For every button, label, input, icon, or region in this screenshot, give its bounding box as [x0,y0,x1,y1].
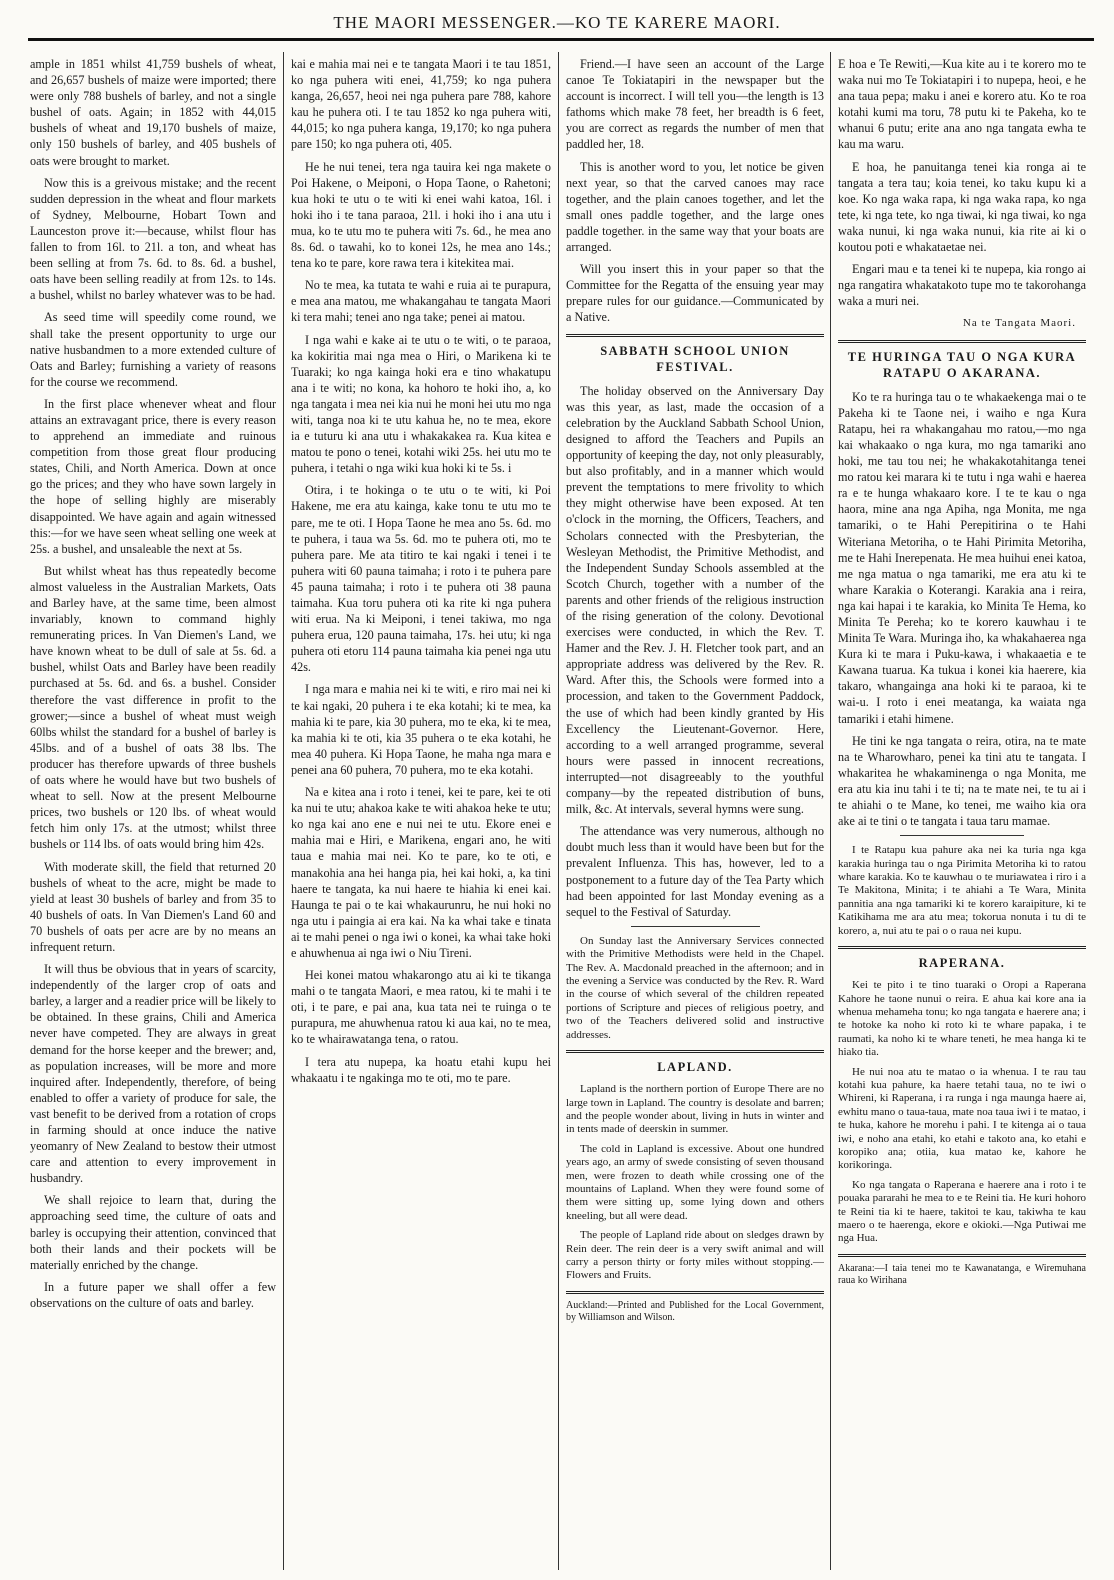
column-rule [830,52,831,1570]
paragraph: No te mea, ka tutata te wahi e ruia ai te purapura, e mea ana matou, me whakangahau te tangata Maori ki tera mahi; tenei ano nga take; penei ai matou. [291,278,551,325]
column-4 [838,56,1086,1572]
paragraph: The people of Lapland ride about on sledges drawn by Rein deer. The rein deer is a very swift animal and will carry a person thirty or forty miles without stopping.—Flowers and Fruits. [566,1229,824,1282]
paragraph: But whilst wheat has thus repeatedly become almost valueless in the Australian Markets, Oats and Barley have, at the same time, been almost invariably, known to command highly remunerating prices. In Van Diemen's Land, we have known wheat to be dull of sale at 5s. 6d. a bushel, whilst Oats and Barley have been readily purchased at 5s. 6d. and 6s. a bushel. Consider therefore the vast difference in profit to the grower;—since a bushel of wheat must weigh 60lbs whilst the standard for a bushel of barley is 45lbs. and of a bushel of oats 38 lbs. The producer has therefore upwards of three bushels of oats where he would have but two bushels of wheat to sell. Now at the present Melbourne prices, two bushels or 120 lbs. of wheat would fetch him only 17s. at the utmost; whilst three bushels or 114 lbs. of oats would bring him 42s. [30,563,276,852]
paragraph: He he nui tenei, tera nga tauira kei nga makete o Poi Hakene, o Meiponi, o Hopa Taone, o Rahetoni; kua hoki te utu o te witi ki enei wahi katoa, 16l. i hoki iho i te tana paraoa, 21l. i hoki iho i ana utu i mua, ko te utu mo te puhera witi 7s. 6d., he mea ano 8s. 6d. o tawahi, ko to konei 12s, he mea ano 14s.; tena ko te pare, kore rawa tera i kitekitea mai. [291,159,551,271]
paragraph: On Sunday last the Anniversary Services connected with the Primitive Methodists were held in the Chapel. The Rev. A. Macdonald preached in the afternoon; and in the evening a Service was conducted by the Rev. R. Ward in the course of which several of the children repeated portions of Scripture and pieces of religious poetry, and two of the Teachers delivered solid and instructive addresses. [566,934,824,1041]
paragraph: Ko te ra huringa tau o te whakaekenga mai o te Pakeha ki te Taone nei, i waiho e nga Kura Ratapu, hei ra whakangahau mo ratou,—mo nga kai whakaako o nga kura, mo nga tamariki ano hoki, me tau tou nei; he whakakotahitanga tenei mo ratou kei marara ki te tutu i nga wahi e haerea ra e te hunga whakaaro kore. I te te kau o nga haora, mine ana nga Apiha, nga Monita, me nga tamariki, o te Hahi Perepitirina o te Hahi Witeriana Metoriha, o te Hahi Pirimita Metoriha, me te Hahi Inerepenata. He mea huihui enei katoa, me nga matua o nga tamariki, me era atu ki te whare Karakia o Koterangi. Karakia ana i reira, nga kai hapai i te karakia, ko Minita Te Hema, ko Minita Te Pereha; ko te korero kauwhau i te Minita Te Wara. Muringa iho, ka whakahaerea nga Kura ki te mara i Puku-kawa, i whakaaetia e te Kawana tuarua. Ka tukua i konei kia haerere, kia takaro, whangainga ana hoki ki te paraoa, ki te wai-u. I roto i enei meatanga, ka waiata nga tamariki i etahi himene. [838,389,1086,726]
section-heading: TE HURINGA TAU O NGA KURA RATAPU O AKARANA. [847,349,1077,380]
column-1-english-article [30,56,276,1572]
paragraph: The holiday observed on the Anniversary Day was this year, as last, made the occasion of a celebration by the Auckland Sabbath School Union, designed to afford the Teachers and Pupils an opportunity of keeping the day, not only pleasurably, but also profitably, and in a manner which would prevent the temptations to mere frivolity to which they might otherwise have been exposed. At ten o'clock in the morning, the Officers, Teachers, and Scholars connected with the Presbyterian, the Wesleyan Methodist, the Primitive Methodist, and the Independent Sunday Schools assembled at the Scotch Church, together with a number of the parents and other friends of the religious instruction of the rising generation of the colony. Devotional exercises were conducted, in which the Rev. T. Hamer and the Rev. J. H. Fletcher took part, and an appropriate address was delivered by the Rev. R. Ward. After this, the Schools were formed into a procession, and taken to the Government Paddock, the use of which had been kindly granted by His Excellency the Lieutenant-Governor. Here, according to a well arranged programme, several hours were passed in innocent recreations, interrupted—not disagreeably to the youthful company—by the repeated distribution of buns, milk, &c. At intervals, several hymns were sung. [566,383,824,817]
paragraph: In a future paper we shall offer a few observations on the culture of oats and barley. [30,1279,276,1310]
paragraph: We shall rejoice to learn that, during the approaching seed time, the culture of oats and barley is occupying their attention, convinced that both their lands and their pockets will be materially enriched by the change. [30,1193,276,1272]
paragraph: Ko nga tangata o Raperana e haerere ana i roto i te pouaka pararahi he mea to e te Reini tia. He kuri hohoro te Reini tia ki te haere, takitoi te kau, takiwha te kau maero o te haerenga, ekore e okioki.—Nga Putiwai me nga Hua. [838,1178,1086,1245]
imprint: Auckland:—Printed and Published for the Local Government, by Williamson and Wilson. [566,1299,824,1323]
paragraph: ample in 1851 whilst 41,759 bushels of wheat, and 26,657 bushels of maize were imported; there were only 788 bushels of barley, and not a single bushel of oats. Again; in 1852 with 44,015 bushels of wheat and 19,170 bushels of maize, only 150 bushels of barley, and 405 bushels of oats were brought to market. [30,57,276,168]
paragraph: In the first place whenever wheat and flour attains an extravagant price, there is every reason to apprehend an immediate and ruinous competition from those great flour producing states, Chili, and North America. Down at once go the prices; and they who have sown largely in the hope of selling highly are miserably disappointed. We have again and again witnessed this:—for we have seen wheat selling one week at 25s. a bushel, and unsaleable the next at 5s. [30,396,276,556]
imprint: Akarana:—I taia tenei mo te Kawanatanga, e Wiremuhana raua ko Wirihana [838,1262,1086,1286]
section-heading: LAPLAND. [657,1060,733,1075]
letter-paragraph: Engari mau e ta tenei ki te nupepa, kia rongo ai nga rangatira whakatakoto tupe mo te takorohanga waka a muri nei. [838,262,1086,309]
divider [900,835,1024,836]
paragraph: He nui noa atu te matao o ia whenua. I te rau tau kotahi kua pahure, ka haere tetahi taua, no te iwi o Whireni, ki Raperana, i ra runga i nga maunga haere ai, ewhitu mano o taua-taua, mate noa taua iwi i te matao, i te huka, kahore he morehu i pahi. I te kitenga ai o taua iwi, e noho ana etahi, ko etahi e takoto ana, ko etahi e koropiko ana; otiia, kua matao ke, kahore he korikoringa. [838,1065,1086,1172]
section-heading: RAPERANA. [918,956,1006,971]
section-divider [566,1291,824,1294]
paragraph: I nga wahi e kake ai te utu o te witi, o te paraoa, ka kokiritia mai nga mea o Hiri, o Marikena ki te Tuaraki; ko nga kainga hoki era e tino whakatupu ana i te witi; no kona, ka hohoro te hoki iho, a, ko nga tangata i mea nei kia nui he moni hei utu mo nga witi, tanga noa ki te utu kahua he, no te mea, ekore ia e tuturu ki ana utu i whakakakea ra. Kua kitea e matou te pono o tenei, kotahi wiki 25s. hei utu mo te puhera, i tetahi o nga wiki kua hoki ki te 5s. i [291,332,551,476]
paragraph: Kei te pito i te tino tuaraki o Oropi a Raperana Kahore he taone nunui o reira. E ahua kai kore ana ia whenua mehameha tonu; ko nga tangata e haerere ana; i te hotoke ka noho ki roto ki te whare papaka, i te raumati, ka noho ki te whare teneti, he mea hanga ki te hiako tia. [838,979,1086,1059]
masthead-rule [28,38,1094,41]
paragraph: As seed time will speedily come round, we shall take the present opportunity to urge our native husbandmen to a more extended culture of Oats and Barley; furnishing a variety of reasons for the course we recommend. [30,310,276,389]
column-rule [558,52,559,1570]
paragraph: Na e kitea ana i roto i tenei, kei te pare, kei te oti ka nui te utu; ahakoa kake te witi ahakoa heke te utu; ko nga kai ano ene e nui nei te utu. Ekore enei e mahia mai e Hiri, e Marikena, engari ano, he witi taua e mahia mai nei. Ko te pare, ko te oti, e manakohia ana hei hanga pia, hei kai hoki, a, ka tini haere te tangata, ka nui haere te hiahia ki enei kai. Haunga te pai o te kai whakaurunru, he nui hoki no nga utu i paingia ai era kai. Na ka whai take e tinata ai te mahi penei o nga iwi o konei, ka whai take hoki e ahuwhenua ai nga iwi o Niu Tireni. [291,785,551,960]
paragraph: I te Ratapu kua pahure aka nei ka turia nga kga karakia huringa tau o nga Pirimita Metoriha ki to ratou whare karakia. Ko te kauwhau o te muriawatea i riro i a Te Makitona, Minita; i te ahiahi a Te Wara, Minita pannitia ana nga tamariki ki te korero karaipiture, ki te Katikihama me ara atu mea; tokorua nonuta i tu di te korero, a, nui atu te pai o o raua nei kupu. [838,844,1086,937]
letter-paragraph: Will you insert this in your paper so that the Committee for the Regatta of the ensuing year may prepare rules for our guidance.—Communicated by a Native. [566,262,824,325]
letter-paragraph: Friend.—I have seen an account of the Large canoe Te Tokiatapiri in the newspaper but the account is incorrect. I will tell you—the length is 13 fathoms which make 78 feet, her breadth is 6 feet, you are correct as regards the number of men that paddled her, 18. [566,57,824,152]
section-divider [838,1254,1086,1257]
column-2-maori-article [291,56,551,1572]
section-divider [838,946,1086,949]
section-divider [566,334,824,337]
paragraph: With moderate skill, the field that returned 20 bushels of wheat to the acre, might be made to yield at least 30 bushels of barley and from 35 to 40 bushels of oats. In Van Diemen's Land 60 and 70 bushels of oats per acre are by no means an infrequent return. [30,859,276,954]
masthead: THE MAORI MESSENGER.—KO TE KARERE MAORI. [333,13,781,32]
column-rule [283,52,284,1570]
section-heading: SABBATH SCHOOL UNION FESTIVAL. [600,343,790,374]
paragraph: The cold in Lapland is excessive. About one hundred years ago, an army of swede consisting of seven thousand men, were frozen to death while crossing one of the mountains of Lapland. When they were found some of them were sitting up, some lying down and others kneeling, but all were dead. [566,1142,824,1222]
paragraph: The attendance was very numerous, although no doubt much less than it would have been but for the prevalent Influenza. This has, however, led to a postponement to a future day of the Tea Party which had been appointed for last Monday evening as a sequel to the Festival of Saturday. [566,824,824,919]
column-3 [566,56,824,1572]
paragraph: Lapland is the northern portion of Europe There are no large town in Lapland. The country is desolate and barren; and the people wonder about, living in huts in winter and in tents made of deerskin in summer. [566,1083,824,1136]
letter-paragraph: This is another word to you, let notice be given next year, so that the carved canoes may race together, and the plain canoes together, and let the small ones paddle together, and the large ones paddle together. in the same way that your boats are arranged. [566,159,824,255]
paragraph: kai e mahia mai nei e te tangata Maori i te tau 1851, ko nga puhera witi enei, 41,759; ko nga puhera kanga, 26,657, heoi nei nga puhera pare 788, kahore kau he puhera oti. I te tau 1852 ko nga puhera witi, 44,015; ko nga puhera kanga, 19,170; ko nga puhera pare 150; ko nga puhera oti, 405. [291,57,551,152]
letter-paragraph: E hoa, he panuitanga tenei kia ronga ai te tangata a tera tau; koia tenei, ko taku kupu ki a koe. Ko nga waka rapa, ki nga waka rapa, ko nga tete, ki nga tete, ko nga tiwai, ki nga tiwai, ko nga waka nunui, ki nga waka nunui, kia rite ai ki o koutou poti e whakataetae nei. [838,159,1086,255]
letter-paragraph: E hoa e Te Rewiti,—Kua kite au i te korero mo te waka nui mo Te Tokiatapiri i to nupepa, heoi, e he ana taua pepa; maku i anei e korero atu. Ko te roa kotahi kumi ma toru, 78 putu ki te Pakeha, ko te whanui 6 putu; erite ana ano nga tangata ewha te kau ma waru. [838,57,1086,152]
paragraph: Otira, i te hokinga o te utu o te witi, ki Poi Hakene, me era atu kainga, kake tonu te utu mo te pare, me te oti. I Hopa Taone he mea ano 5s. 6d. mo te puhera, i taua wa 5s. 6d. mo te puhera oti, mo te puhera pare. Me ata titiro te kai ngaki i tenei i te puhera witi 60 pauna taimaha; i roto i te puhera pare 45 pauna taimaha; i roto i te puhera oti 38 pauna taimaha. Kua toru puhera oti ka rite ki nga puhera witi erua. Na ki Meiponi, i tenei takiwa, mo nga puhera erua, 120 pauna taimaha, 17s. hei utu; ki nga puhera oti etoru 114 pauna taimaha kia penei nga utu 42s. [291,483,551,675]
paragraph: Now this is a greivous mistake; and the recent sudden depression in the wheat and flour markets of Sydney, Melbourne, Hobart Town and Launceston prove it:—because, whilst flour has fallen to from 16l. to 21l. a ton, and wheat has been selling at from 7s. 6d. to 8s. 6d. a bushel, oats have been selling readily at from 12s. to 14s. a bushel, whilst no barley whatever was to be had. [30,175,276,303]
paragraph: I nga mara e mahia nei ki te witi, e riro mai nei ki te kai ngaki, 20 puhera i te eka kotahi; ki te mea, ka mahia ki te pare, kia 30 puhera, mo te eka, ki te mea, ka mahia ki te oti, kia 35 puhera o te eka kotahi, he mea 40 puhera. Ki Hopa Taone, he maha nga mara e penei ana 60 puhera, 70 puhera, mo te eka kotahi. [291,682,551,777]
divider [631,926,760,927]
paragraph: It will thus be obvious that in years of scarcity, independently of the larger crop of oats and barley, a larger and a readier price will be likely to be obtained. In these grains, Chili and America never have competed. They are always in great demand for the horse keeper and the brewer; and, as population increases, will be more and more inquired after. Independently, therefore, of being enabled to offer a variety of produce for sale, the vast benefit to be derived from a rotation of crops in farming should at once induce the native yeomanry of New Zealand to bestow their utmost care and attention to every improvement in husbandry. [30,962,276,1186]
signature: Na te Tangata Maori. [962,317,1076,330]
paragraph: I tera atu nupepa, ka hoatu etahi kupu hei whakaatu i te ngakinga mo te oti, mo te pare. [291,1054,551,1085]
section-divider [838,340,1086,343]
paragraph: He tini ke nga tangata o reira, otira, na te mate na te Wharowharo, penei ka tini atu te tangata. I whakaritea he whakaminenga o nga Monita, me era atu kia inu tahi i te ti; na te mate nei, te tu ai i te ahiahi o te Mane, ko tenei, me waiho kia ora ake ai te tini o te tangata i taua taru mamae. [838,733,1086,829]
section-divider [566,1050,824,1053]
paragraph: Hei konei matou whakarongo atu ai ki te tikanga mahi o te tangata Maori, e mea ratou, ki te mahi i te oti, i te pare, e pai ana, kua tata nei te ruinga o te purapura, me ahuwhenua ratou ki aua kai, no te mea, ko te whairawatanga tena, o ratou. [291,968,551,1047]
